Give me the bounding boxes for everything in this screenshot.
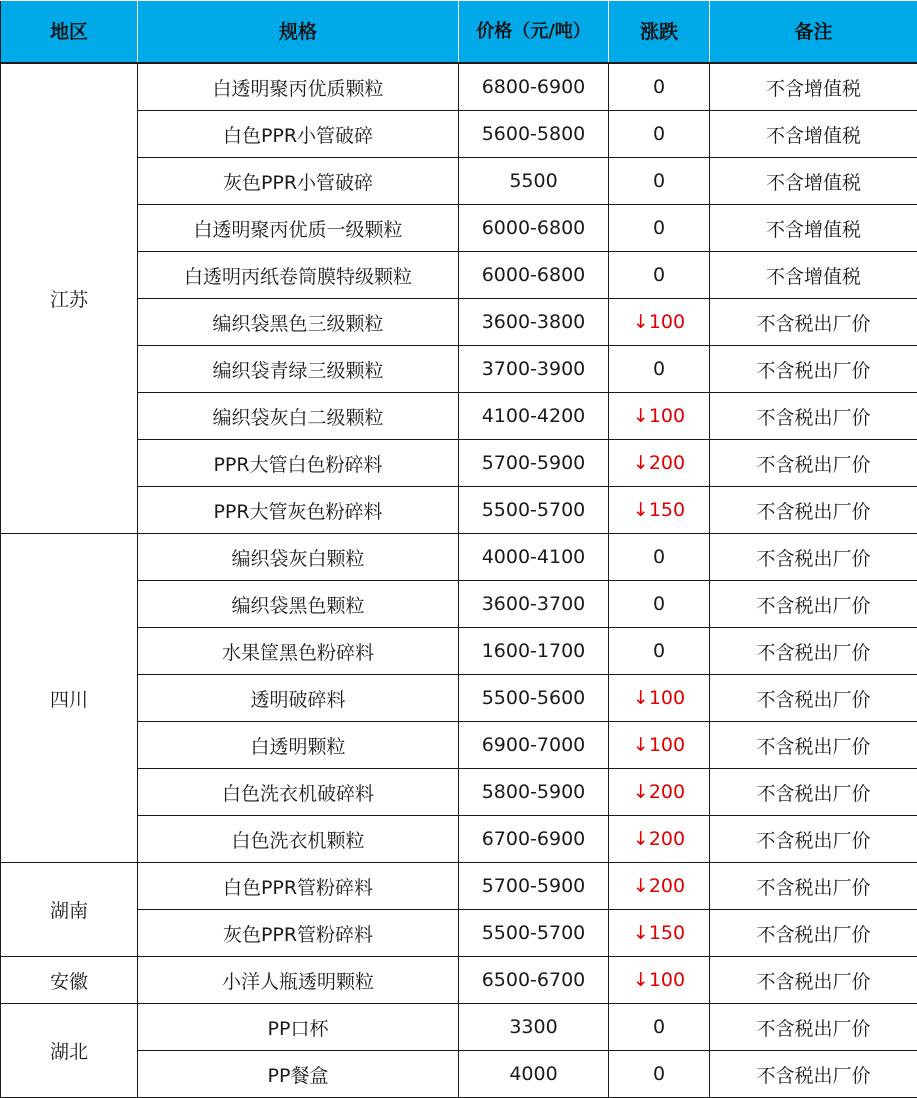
spec-cell: 白色PPR管粉碎料 <box>138 863 459 910</box>
change-cell: 0 <box>609 205 710 252</box>
price-cell: 1600-1700 <box>459 628 609 675</box>
change-cell: ↓100 <box>609 299 710 346</box>
header-spec: 规格 <box>138 1 459 64</box>
spec-cell: 水果筐黑色粉碎料 <box>138 628 459 675</box>
table-row <box>1 581 917 628</box>
table-header <box>1 1 917 64</box>
table-row <box>1 205 917 252</box>
header-change: 涨跌 <box>609 1 710 64</box>
price-cell: 3300 <box>459 1004 609 1051</box>
change-cell: 0 <box>609 346 710 393</box>
region-cell: 四川 <box>1 534 138 863</box>
spec-cell: 编织袋黑色颗粒 <box>138 581 459 628</box>
change-cell: ↓150 <box>609 487 710 534</box>
note-cell: 不含税出厂价 <box>710 346 917 393</box>
spec-cell: 白透明聚丙优质颗粒 <box>138 63 459 111</box>
table-row <box>1 252 917 299</box>
change-cell: 0 <box>609 1004 710 1051</box>
price-cell: 5500-5600 <box>459 675 609 722</box>
note-cell: 不含税出厂价 <box>710 675 917 722</box>
table-row <box>1 675 917 722</box>
table-row <box>1 863 917 910</box>
spec-cell: PP口杯 <box>138 1004 459 1051</box>
price-cell: 5500-5700 <box>459 487 609 534</box>
table-row <box>1 158 917 205</box>
note-cell: 不含税出厂价 <box>710 581 917 628</box>
change-cell: ↓150 <box>609 910 710 957</box>
note-cell: 不含税出厂价 <box>710 769 917 816</box>
change-cell: ↓200 <box>609 863 710 910</box>
spec-cell: PPR大管灰色粉碎料 <box>138 487 459 534</box>
spec-cell: 编织袋灰白颗粒 <box>138 534 459 581</box>
table-row <box>1 393 917 440</box>
spec-cell: 白透明颗粒 <box>138 722 459 769</box>
note-cell: 不含增值税 <box>710 158 917 205</box>
table-row <box>1 299 917 346</box>
spec-cell: 白色洗衣机颗粒 <box>138 816 459 863</box>
table-row <box>1 722 917 769</box>
change-cell: ↓100 <box>609 722 710 769</box>
price-cell: 3600-3700 <box>459 581 609 628</box>
spec-cell: 透明破碎料 <box>138 675 459 722</box>
table-row <box>1 1004 917 1051</box>
price-cell: 6700-6900 <box>459 816 609 863</box>
spec-cell: PP餐盒 <box>138 1051 459 1098</box>
region-cell: 湖北 <box>1 1004 138 1098</box>
spec-cell: PPR大管白色粉碎料 <box>138 440 459 487</box>
spec-cell: 编织袋青绿三级颗粒 <box>138 346 459 393</box>
change-cell: ↓100 <box>609 957 710 1004</box>
header-price: 价格（元/吨） <box>459 1 609 64</box>
table-row <box>1 534 917 581</box>
price-cell: 4100-4200 <box>459 393 609 440</box>
price-cell: 4000-4100 <box>459 534 609 581</box>
change-cell: 0 <box>609 252 710 299</box>
spec-cell: 白透明聚丙优质一级颗粒 <box>138 205 459 252</box>
price-cell: 5700-5900 <box>459 440 609 487</box>
price-cell: 6000-6800 <box>459 205 609 252</box>
table-row <box>1 487 917 534</box>
header-row <box>1 1 917 64</box>
spec-cell: 灰色PPR小管破碎 <box>138 158 459 205</box>
note-cell: 不含税出厂价 <box>710 863 917 910</box>
note-cell: 不含税出厂价 <box>710 910 917 957</box>
change-cell: 0 <box>609 628 710 675</box>
spec-cell: 编织袋黑色三级颗粒 <box>138 299 459 346</box>
note-cell: 不含税出厂价 <box>710 1051 917 1098</box>
change-cell: ↓100 <box>609 675 710 722</box>
spec-cell: 小洋人瓶透明颗粒 <box>138 957 459 1004</box>
change-cell: ↓200 <box>609 816 710 863</box>
table-row <box>1 63 917 111</box>
change-cell: ↓100 <box>609 393 710 440</box>
change-cell: 0 <box>609 158 710 205</box>
region-cell: 江苏 <box>1 63 138 534</box>
note-cell: 不含税出厂价 <box>710 628 917 675</box>
note-cell: 不含税出厂价 <box>710 957 917 1004</box>
price-cell: 6900-7000 <box>459 722 609 769</box>
table-row <box>1 111 917 158</box>
price-cell: 5500 <box>459 158 609 205</box>
note-cell: 不含增值税 <box>710 63 917 111</box>
note-cell: 不含增值税 <box>710 205 917 252</box>
price-cell: 3700-3900 <box>459 346 609 393</box>
note-cell: 不含税出厂价 <box>710 299 917 346</box>
table-row <box>1 816 917 863</box>
header-note: 备注 <box>710 1 917 64</box>
note-cell: 不含增值税 <box>710 252 917 299</box>
region-cell: 安徽 <box>1 957 138 1004</box>
note-cell: 不含税出厂价 <box>710 816 917 863</box>
change-cell: ↓200 <box>609 440 710 487</box>
region-cell: 湖南 <box>1 863 138 957</box>
note-cell: 不含税出厂价 <box>710 393 917 440</box>
change-cell: 0 <box>609 111 710 158</box>
price-cell: 3600-3800 <box>459 299 609 346</box>
price-cell: 5600-5800 <box>459 111 609 158</box>
note-cell: 不含税出厂价 <box>710 440 917 487</box>
table-body <box>1 63 917 1098</box>
note-cell: 不含税出厂价 <box>710 1004 917 1051</box>
change-cell: ↓200 <box>609 769 710 816</box>
price-cell: 6800-6900 <box>459 63 609 111</box>
table-row <box>1 628 917 675</box>
change-cell: 0 <box>609 581 710 628</box>
table-row <box>1 769 917 816</box>
note-cell: 不含税出厂价 <box>710 722 917 769</box>
change-cell: 0 <box>609 63 710 111</box>
note-cell: 不含增值税 <box>710 111 917 158</box>
table-row <box>1 910 917 957</box>
price-cell: 6500-6700 <box>459 957 609 1004</box>
spec-cell: 编织袋灰白二级颗粒 <box>138 393 459 440</box>
price-cell: 5700-5900 <box>459 863 609 910</box>
change-cell: 0 <box>609 1051 710 1098</box>
price-cell: 4000 <box>459 1051 609 1098</box>
change-cell: 0 <box>609 534 710 581</box>
price-cell: 5800-5900 <box>459 769 609 816</box>
table-row <box>1 1051 917 1098</box>
header-region: 地区 <box>1 1 138 64</box>
spec-cell: 白色洗衣机破碎料 <box>138 769 459 816</box>
spec-cell: 白透明丙纸卷筒膜特级颗粒 <box>138 252 459 299</box>
note-cell: 不含税出厂价 <box>710 487 917 534</box>
table-row <box>1 346 917 393</box>
price-cell: 6000-6800 <box>459 252 609 299</box>
spec-cell: 白色PPR小管破碎 <box>138 111 459 158</box>
note-cell: 不含税出厂价 <box>710 534 917 581</box>
price-cell: 5500-5700 <box>459 910 609 957</box>
table-row <box>1 957 917 1004</box>
table-row <box>1 440 917 487</box>
spec-cell: 灰色PPR管粉碎料 <box>138 910 459 957</box>
